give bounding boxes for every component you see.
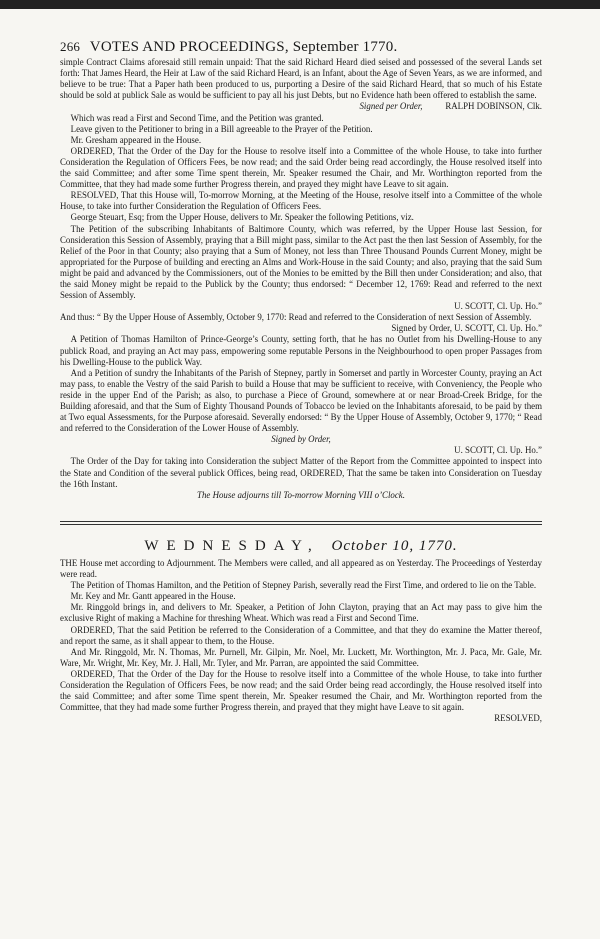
signature-dobinson: RALPH DOBINSON, Clk.: [445, 101, 542, 112]
signature-scott-inline: Signed by Order, U. SCOTT, Cl. Up. Ho.”: [391, 323, 542, 334]
paragraph: THE House met according to Adjournment. The Members were called, and all appeared as on Yesterday. The Proceedings of Yesterday were read.: [60, 557, 542, 580]
weekday: WEDNESDAY,: [144, 537, 320, 554]
paragraph: ORDERED, That the Order of the Day for the House to resolve itself into a Committee of the whole House, to take into further Consideration the Regulation of Officers Fees, be now read; and the said Order being read accordingly, the House resolved itself into the said Committee; and after some Time spent therein, Mr. Speaker resumed the Chair, and Mr. Worthington reported from the Committee, that they had made some further Progress therein, and prayed they might have Leave to sit again.: [60, 145, 542, 190]
paragraph: ORDERED, That the said Petition be referred to the Consideration of a Committee, and that they do examine the Matter thereof, and report the same, as it shall appear to them, to the House.: [60, 624, 542, 646]
paragraph: Mr. Gresham appeared in the House.: [70, 134, 202, 145]
signed-per-order: Signed per Order,: [359, 101, 423, 112]
paragraph: George Steuart, Esq; from the Upper House, delivers to Mr. Speaker the following Petitions, viz.: [70, 212, 414, 223]
day-heading: [60, 537, 542, 554]
paragraph: And thus: “ By the Upper House of Assembly, October 9, 1770: Read and referred to the Consideration of next Session of Assembly.: [60, 312, 532, 323]
document-page: [60, 38, 542, 724]
running-title: VOTES AND PROCEEDINGS, September 1770.: [89, 39, 398, 55]
signature-scott: U. SCOTT, Cl. Up. Ho.”: [454, 445, 542, 456]
paragraph: A Petition of Thomas Hamilton of Prince-George’s County, setting forth, that he has no Outlet from his Dwelling-House to any publick Road, and praying an Act may pass, empowering some reputable Persons in the Neighbourhood to open proper Passages from his Dwelling-House to the publick Way.: [60, 334, 542, 367]
paragraph: Mr. Ringgold brings in, and delivers to Mr. Speaker, a Petition of John Clayton, praying that an Act may pass to give him the exclusive Right of making a Machine for threshing Wheat. Which was read a First and Second Time.: [60, 602, 542, 624]
page-header: [60, 38, 542, 56]
signature-scott: U. SCOTT, Cl. Up. Ho.”: [454, 301, 542, 312]
paragraph: Which was read a First and Second Time, and the Petition was granted.: [70, 112, 324, 123]
paragraph: Mr. Key and Mr. Gantt appeared in the House.: [70, 591, 236, 602]
paragraph: And Mr. Ringgold, Mr. N. Thomas, Mr. Purnell, Mr. Gilpin, Mr. Noel, Mr. Luckett, Mr. Worthington, Mr. J. Paca, Mr. Gale, Mr. Ware, Mr. Wright, Mr. Key, Mr. J. Hall, Mr. Tyler, and Mr. Parran, are appointed the said Committee.: [60, 646, 542, 668]
paragraph: The Order of the Day for taking into Consideration the subject Matter of the Report from the Committee appointed to inspect into the State and Condition of the several publick Offices, being read, ORDERED, That the same be taken into Consideration on Tuesday the 16th Instant.: [60, 456, 542, 489]
date: October 10, 1770.: [331, 537, 458, 554]
paragraph: Leave given to the Petitioner to bring in a Bill agreeable to the Prayer of the Petition.: [70, 123, 373, 134]
paragraph: ORDERED, That the Order of the Day for the House to resolve itself into a Committee of the whole House, to take into further Consideration the Regulation of Officers Fees, be now read; and the said Order being read accordingly, the House resolved itself into the said Committee; and after some Time spent therein, Mr. Speaker resumed the Chair, and Mr. Worthington reported from the Committee, that they had made some further Progress therein, and prayed that they might have Leave to sit again.: [60, 668, 542, 713]
paragraph: RESOLVED, That this House will, To-morrow Morning, at the Meeting of the House, resolve itself into a Committee of the whole House, to take into further Consideration the Regulation of Officers Fees.: [60, 190, 542, 212]
paragraph: simple Contract Claims aforesaid still remain unpaid: That the said Richard Heard died seised and possessed of the several Lands set forth: That James Heard, the Heir at Law of the said Richard Heard, is an Infant, about the Age of Seven Years, as we are informed, and believe to be true: That a Paper hath been produced to us, purporting a Desire of the said Richard Heard, that so much of his Estate should be sold at publick Sale as would be sufficient to pay all his just Debts, but no Evidence hath been offered to establish the same.: [60, 57, 542, 101]
top-border: [0, 0, 600, 9]
paragraph: And a Petition of sundry the Inhabitants of the Parish of Stepney, partly in Somerset and partly in Worcester County, praying an Act may pass, to enable the Vestry of the said Parish to build a House that may be sufficient to receive, with Conveniency, the People who reside in the upper End of the Parish; as also, to purchase a Piece of Ground, somewhere at or near Broad-Creek Bridge, for the Building aforesaid, and that the Sum of Eighty Thousand Pounds of Tobacco be levied on the Inhabitants aforesaid, to be paid by them at Two equal Assessments, for the Purpose aforesaid. Severally endorsed: “ By the Upper House of Assembly, October 9, 1770; “ Read and referred to the Consideration of the Lower House of Assembly.: [60, 367, 542, 434]
section-rule: [60, 521, 542, 525]
paragraph: The Petition of Thomas Hamilton, and the Petition of Stepney Parish, severally read the First Time, and ordered to lie on the Table.: [70, 580, 537, 591]
catchword: RESOLVED,: [494, 713, 542, 724]
adjournment-note: The House adjourns till To-morrow Morning VIII o’Clock.: [197, 489, 405, 500]
signed-by-order: Signed by Order,: [271, 434, 331, 445]
paragraph: The Petition of the subscribing Inhabitants of Baltimore County, which was referred, by the Upper House last Session, for Consideration this Session of Assembly, praying that a Bill might pass, similar to the Act past the then last Session of Assembly, for the Relief of the Poor in that County; also praying that a Sum of Money, not less than Three Thousand Pounds Current Money, might be appropriated for the Purpose of building and erecting an Alms and Work-House in the said County; and also, praying that the said Sum might be paid and advanced by the Commissioners, out of the Monies to be emitted by the Bill then under Consideration; and also, that the said Money might be repaid to the Publick by the County; thus endorsed: “ December 12, 1769: Read and referred to the next Session of Assembly.: [60, 223, 542, 301]
page-number: 266: [60, 39, 81, 54]
